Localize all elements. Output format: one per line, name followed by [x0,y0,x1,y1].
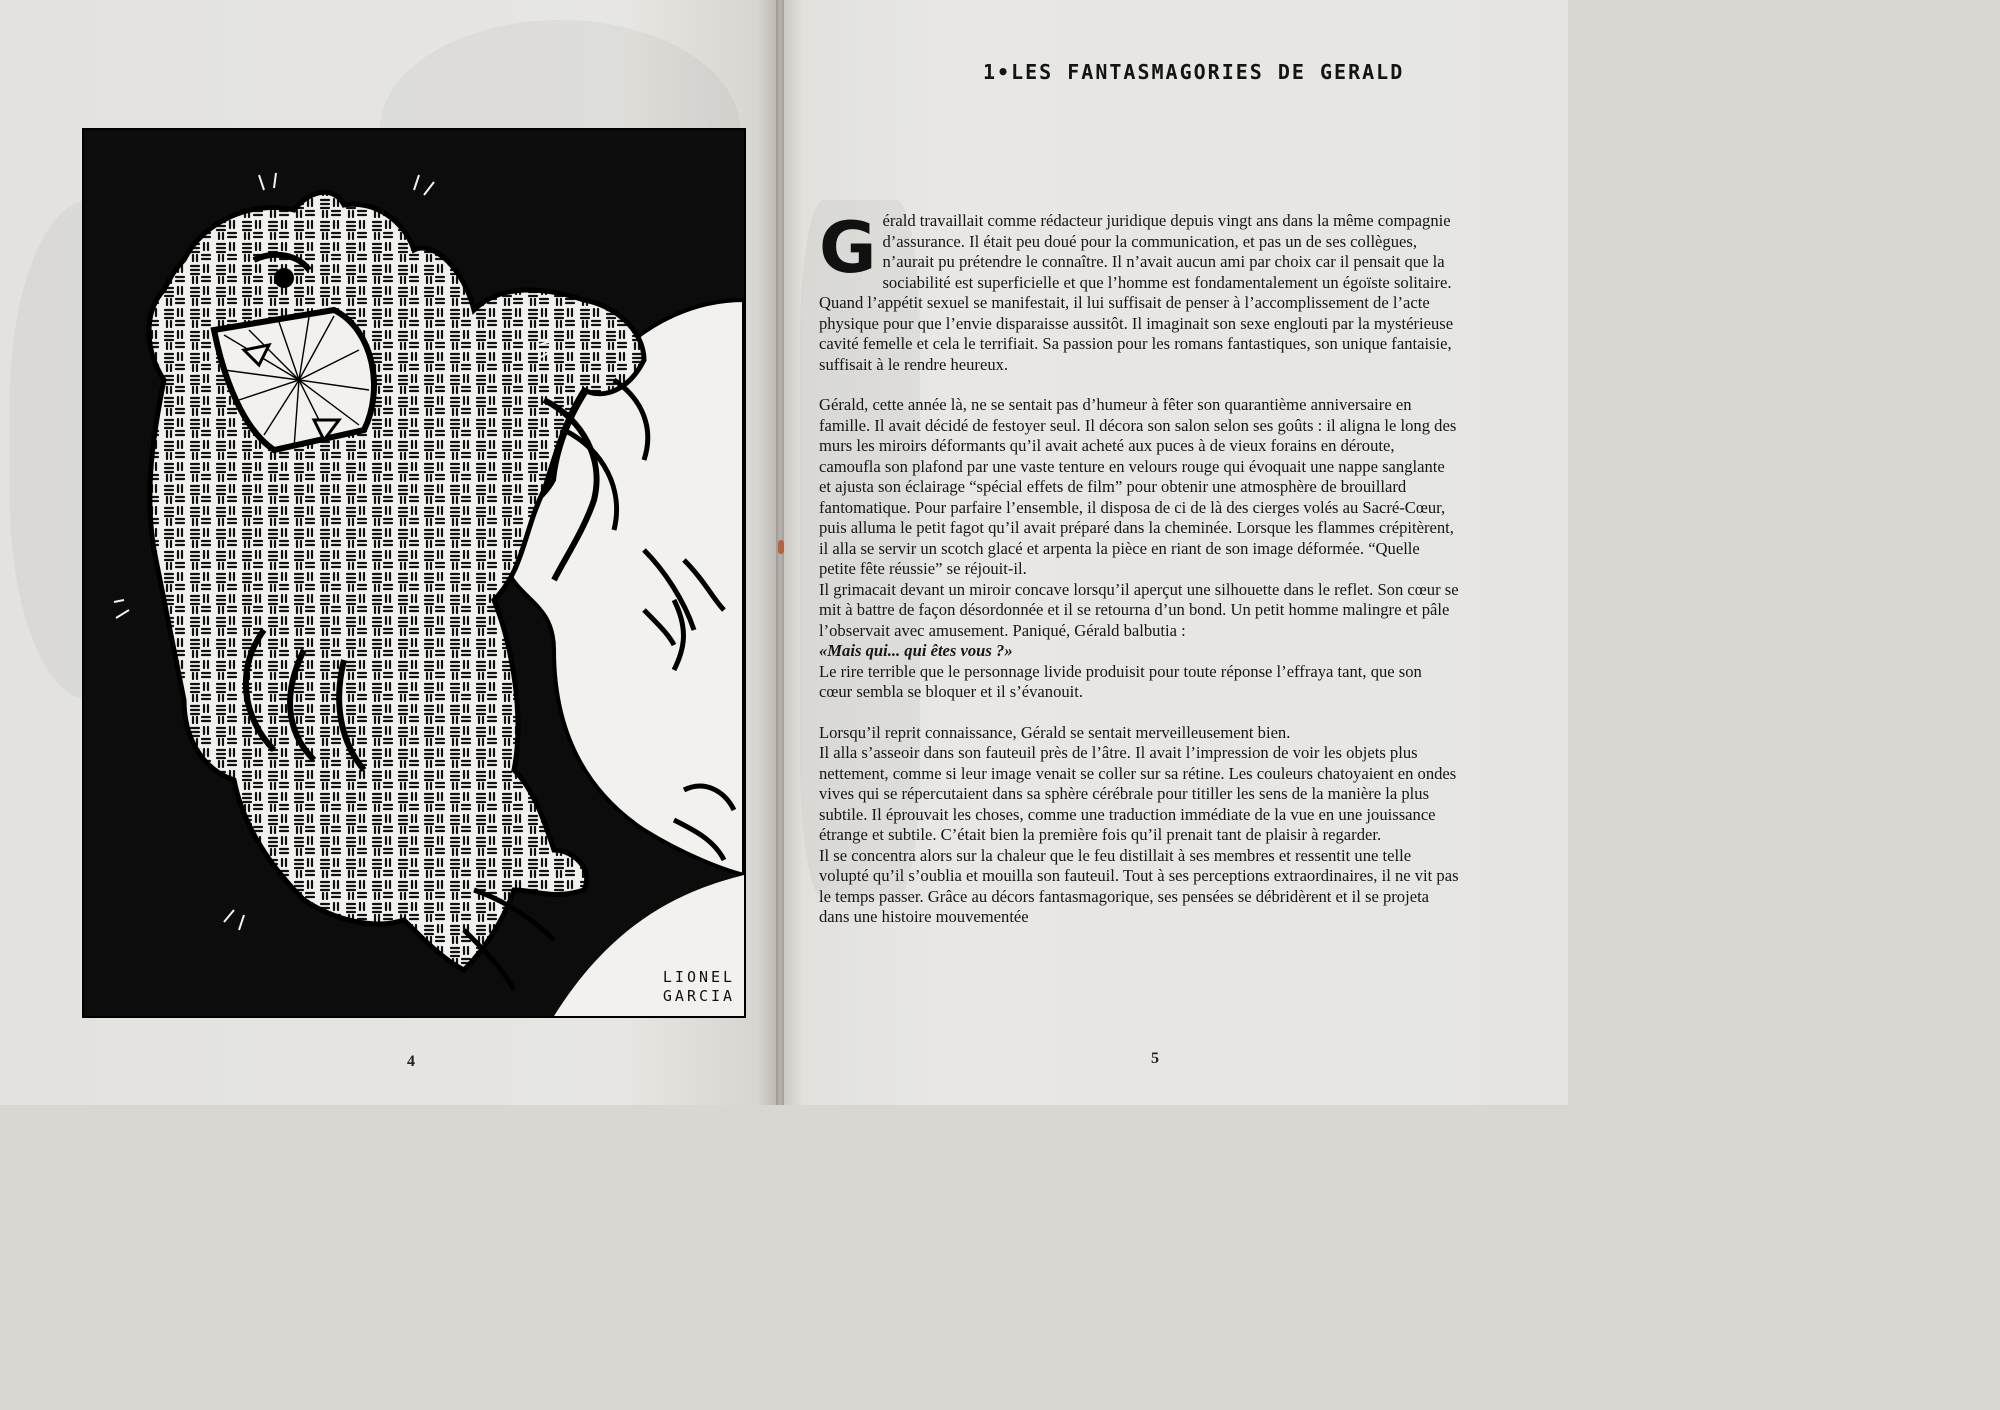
chapter-title: 1•LES FANTASMAGORIES DE GERALD [983,60,1405,84]
signature-line-2: GARCIA [662,987,736,1005]
monster-illustration [82,128,746,1018]
dialogue-quote: «Mais qui... qui êtes vous ?» [819,641,1013,660]
paragraph-gap [819,703,1459,723]
paragraph-2: Gérald, cette année là, ne se sentait pas d’humeur à fêter son quarantième anniversaire en famille. Il avait décidé de festoyer seul. Il décora son salon selon ses goûts : il aligna le long des murs les miroirs déformants qu’il avait acheté aux puces à de vieux forains en déroute, camoufla son plafond par une vaste tenture en velours rouge qui évoquait une nappe sanglante et ajusta son éclairage “spécial effets de film” pour obtenir une atmosphère de brouillard fantomatique. Pour parfaire l’ensemble, il disposa de ci de là des cierges volés au Sacré-Cœur, puis alluma le petit fagot qu’il avait préparé dans la cheminée. Lorsque les flammes crépitèrent, il alla se servir un scotch glacé et arpenta la pièce en riant de son image déformée. “Quelle petite fête réussie” se réjouit-il. [819,395,1457,578]
illustration-drawing [84,130,744,1016]
paragraph-1-text: érald travaillait comme rédacteur juridique depuis vingt ans dans la même compagnie d’assurance. Il était peu doué pour la communication, et pas un de ses collègues, n’aurait pu prétendre le connaître. Il n’avait aucun ami par choix car il pensait que la sociabilité est superficielle et que l’homme est fondamentalement un égoïste solitaire. Quand l’appétit sexuel se manifestait, il lui suffisait de penser à l’accomplissement de l’acte physique pour que l’envie disparaisse aussitôt. Il imaginait son sexe englouti par la mystérieuse cavité femelle et cela le terrifiait. Sa passion pour les romans fantastiques, son unique fantaisie, suffisait à le rendre heureux. [819,211,1454,374]
binding-stain [778,540,784,554]
chapter-body [819,207,1459,928]
drop-cap: G [819,207,877,289]
paragraph-3: Il grimacait devant un miroir concave lorsqu’il aperçut une silhouette dans le reflet. Son cœur se mit à battre de façon désordonnée et il se retourna d’un bond. Un petit homme malingre et pâle l’observait avec amusement. Paniqué, Gérald balbutia : [819,579,1459,640]
artist-signature [644,968,754,1006]
paragraph-4: Le rire terrible que le personnage livide produisit pour toute réponse l’effraya tant, que son cœur sembla se bloquer et il s’évanouit. [819,661,1422,701]
paragraph-1 [819,207,1459,375]
paragraph-5: Lorsqu’il reprit connaissance, Gérald se sentait merveilleusement bien. [819,722,1291,742]
page-number-right: 5 [1151,1050,1159,1067]
signature-line-1: LIONEL [662,968,736,986]
paragraph-6: Il alla s’asseoir dans son fauteuil près de l’âtre. Il avait l’impression de voir les objets plus nettement, comme si leur image venait se coller sur sa rétine. Les couleurs chatoyaient en ondes vives qui se répercutaient dans sa sphère cérébrale pour titiller les sens de la manière la plus subtile. Il éprouvait les choses, comme une traduction immédiate de la vue en une jouissance étrange et subtile. C’était bien la première fois qu’il prenait tant de plaisir à regarder. [819,743,1457,844]
page-number-left: 4 [407,1053,415,1070]
paragraph-gap [819,375,1459,395]
paragraph-7: Il se concentra alors sur la chaleur que le feu distillait à ses membres et ressentit une telle volupté qu’il s’oublia et mouilla son fauteuil. Tout à ses perceptions extraordinaires, il ne vit pas le temps passer. Grâce au décors fantasmagorique, ses pensées se débridèrent et il se projeta dans une histoire mouvementée [819,845,1459,926]
